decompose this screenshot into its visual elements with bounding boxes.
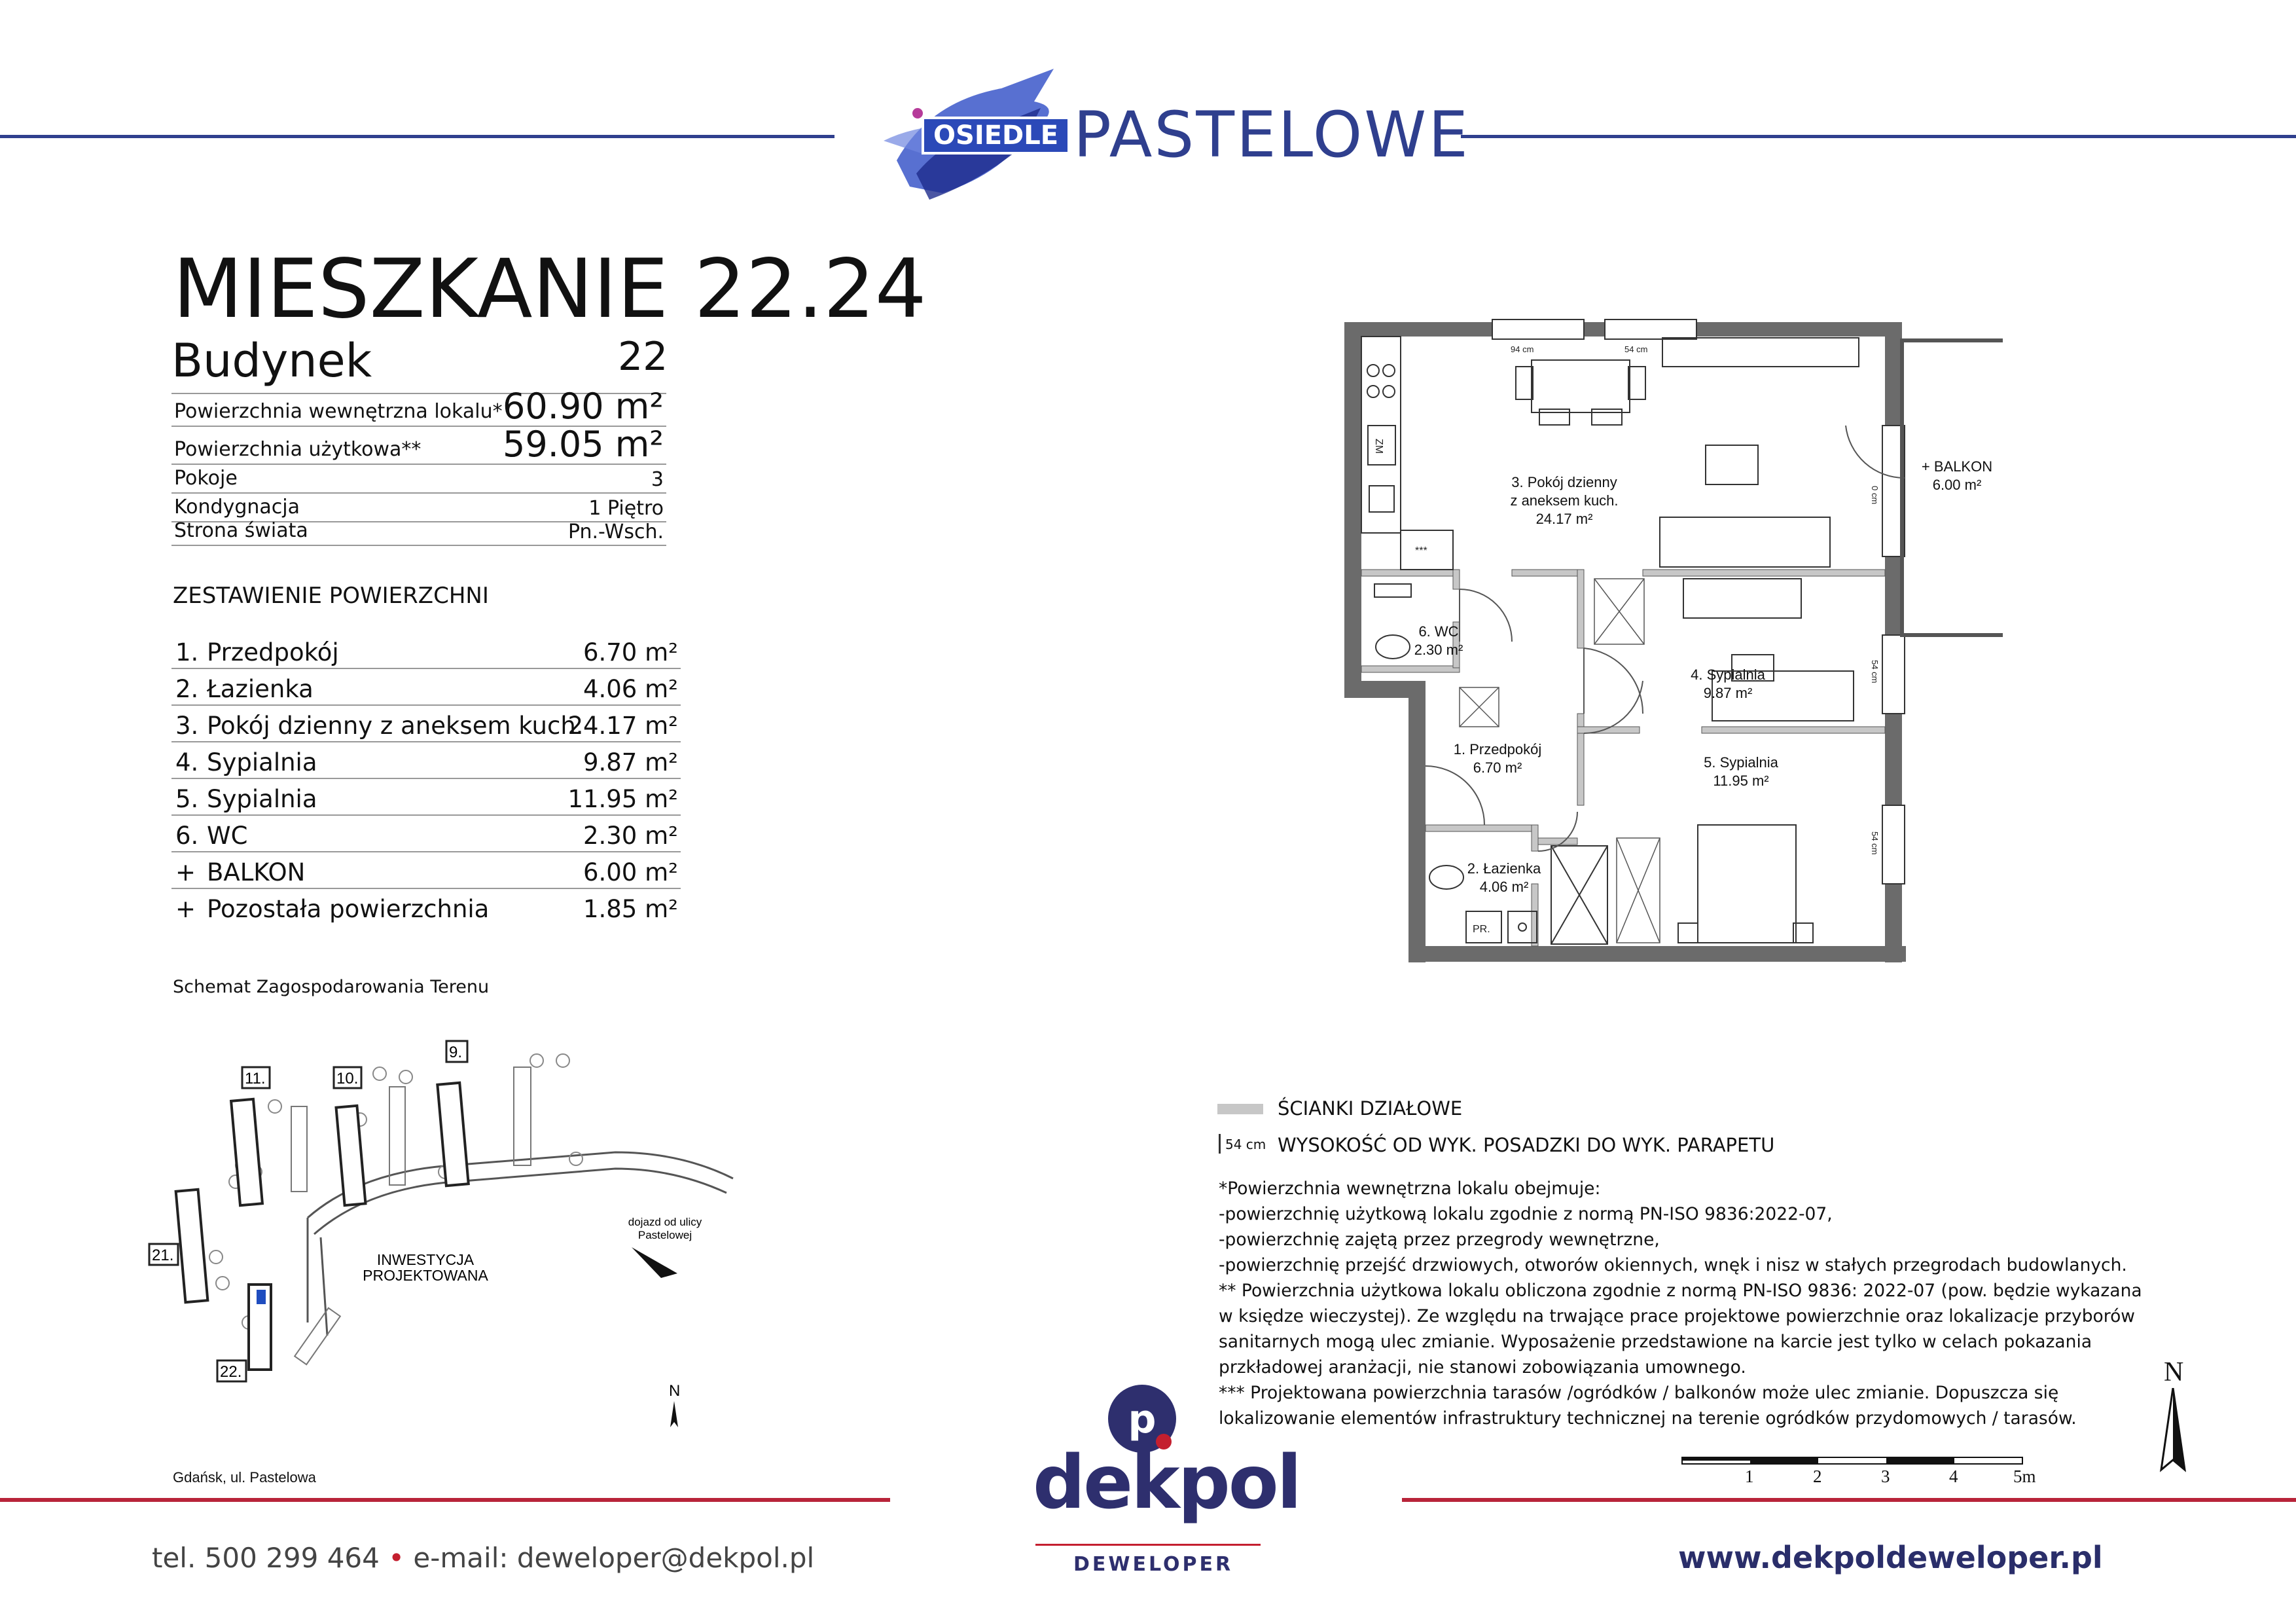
- site-access-label: dojazd od ulicy: [628, 1216, 702, 1228]
- area-row: [171, 670, 681, 706]
- detail-label: Powierzchnia wewnętrzna lokalu*: [174, 400, 503, 423]
- area-label: Łazienka: [207, 675, 314, 703]
- area-num: 6.: [175, 822, 199, 850]
- room-label: 2. Łazienka: [1467, 860, 1541, 877]
- storage-label: ***: [1415, 545, 1427, 556]
- area-num: 2.: [175, 675, 199, 703]
- area-label: Pokój dzienny z aneksem kuch.: [207, 712, 584, 740]
- contact-email[interactable]: e-mail: deweloper@dekpol.pl: [413, 1542, 815, 1574]
- area-num: +: [175, 895, 196, 923]
- company-underline: [1035, 1544, 1261, 1546]
- area-value: 4.06 m²: [583, 675, 678, 703]
- room-label: 6. WC: [1418, 623, 1459, 640]
- area-num: 1.: [175, 638, 199, 666]
- header-rule-right: [1461, 135, 2296, 138]
- room-area: 6.70 m²: [1473, 759, 1522, 776]
- sill-height-label: 0 cm: [1870, 486, 1880, 505]
- note-line: w księdze wieczystej). Ze względu na trwające prace projektowe powierzchnie oraz lokalizacje przyborów: [1219, 1306, 2135, 1326]
- building-value: 22: [618, 334, 668, 380]
- partition-legend-label: ŚCIANKI DZIAŁOWE: [1278, 1097, 1463, 1120]
- room-label: 1. Przedpokój: [1453, 741, 1542, 757]
- sill-legend-label: WYSOKOŚĆ OD WYK. POSADZKI DO WYK. PARAPETU: [1278, 1134, 1775, 1156]
- scale-tick-label: 4: [1949, 1467, 1958, 1486]
- website-link[interactable]: www.dekpoldeweloper.pl: [1678, 1540, 2103, 1575]
- area-value: 9.87 m²: [583, 748, 678, 776]
- room-label: z aneksem kuch.: [1510, 492, 1619, 509]
- sill-legend-marker: [1219, 1134, 1221, 1154]
- footer-rule-right: [1402, 1498, 2296, 1502]
- detail-row: [171, 494, 666, 522]
- note-line: *** Projektowana powierzchnia tarasów /ogródków / balkonów może ulec zmianie. Dopuszcza się: [1219, 1383, 2059, 1403]
- scale-tick-label: 5m: [2013, 1467, 2036, 1486]
- footer-rule-left: [0, 1498, 890, 1502]
- area-label: Pozostała powierzchnia: [207, 895, 490, 923]
- area-label: Sypialnia: [207, 785, 317, 813]
- area-num: +: [175, 858, 196, 886]
- fridge-label: ZM: [1373, 439, 1384, 454]
- area-value: 2.30 m²: [583, 822, 678, 850]
- detail-value: 59.05 m²: [502, 424, 664, 465]
- note-line: ** Powierzchnia użytkowa lokalu obliczona zgodnie z normą PN-ISO 9836: 2022-07 (pow. będzie wykazana: [1219, 1281, 2142, 1301]
- site-building-number: 10.: [336, 1070, 359, 1087]
- area-value: 6.00 m²: [583, 858, 678, 886]
- area-num: 5.: [175, 785, 199, 813]
- site-investment-label: INWESTYCJA: [376, 1251, 475, 1268]
- detail-value: 3: [651, 468, 664, 491]
- scale-tick-label: 1: [1745, 1467, 1754, 1486]
- contact-separator: •: [388, 1542, 405, 1574]
- detail-row: [171, 465, 666, 494]
- note-line: -powierzchnię zajętą przez przegrody wewnętrzne,: [1219, 1230, 1660, 1250]
- area-row: [171, 707, 681, 742]
- site-location: Gdańsk, ul. Pastelowa: [173, 1469, 316, 1486]
- scale-bar: [1676, 1455, 2042, 1468]
- site-access-label: Pastelowej: [637, 1229, 692, 1241]
- room-area: 24.17 m²: [1535, 511, 1593, 527]
- notes-block: [1219, 1176, 2142, 1431]
- area-label: WC: [207, 822, 248, 850]
- detail-label: Strona świata: [174, 519, 308, 542]
- area-label: Sypialnia: [207, 748, 317, 776]
- area-value: 24.17 m²: [567, 712, 678, 740]
- room-area: 4.06 m²: [1479, 879, 1529, 895]
- detail-value: 1 Piętro: [588, 497, 664, 520]
- site-building-number: 21.: [152, 1247, 174, 1264]
- svg-text:p: p: [1128, 1396, 1157, 1442]
- detail-label: Powierzchnia użytkowa**: [174, 438, 422, 461]
- site-plan-map: [144, 1021, 772, 1453]
- sill-height-label: 54 cm: [1624, 344, 1648, 354]
- header-rule-left: [0, 135, 834, 138]
- area-value: 6.70 m²: [583, 638, 678, 666]
- site-north-label: N: [669, 1382, 681, 1400]
- room-label: 4. Sypialnia: [1691, 666, 1765, 683]
- scale-tick-label: 3: [1881, 1467, 1890, 1486]
- site-building-number: 11.: [245, 1070, 266, 1087]
- company-subtitle: DEWELOPER: [1073, 1553, 1234, 1576]
- room-area: 11.95 m²: [1713, 773, 1769, 789]
- site-building-number: 9.: [449, 1044, 463, 1061]
- sill-legend-sample: 54 cm: [1225, 1137, 1266, 1152]
- detail-label: Pokoje: [174, 467, 238, 490]
- detail-value: Pn.-Wsch.: [567, 520, 664, 543]
- detail-row: [171, 519, 666, 546]
- detail-row: [171, 424, 666, 465]
- area-row: [171, 634, 681, 669]
- sill-height-label: 94 cm: [1511, 344, 1534, 354]
- building-label: Budynek: [171, 334, 372, 388]
- detail-label: Kondygnacja: [174, 496, 300, 519]
- floor-plan: [1335, 314, 2003, 969]
- sill-height-label: 54 cm: [1870, 831, 1880, 855]
- north-arrow-icon: [2153, 1388, 2193, 1473]
- site-north-arrow-icon: [670, 1401, 678, 1427]
- north-label: N: [2164, 1357, 2184, 1387]
- area-value: 11.95 m²: [567, 785, 678, 813]
- site-building-number: 22.: [220, 1363, 242, 1381]
- room-area: 9.87 m²: [1703, 685, 1753, 701]
- contact-phone[interactable]: tel. 500 299 464: [152, 1542, 380, 1574]
- site-plan-caption: Schemat Zagospodarowania Terenu: [173, 977, 490, 997]
- room-label: 5. Sypialnia: [1704, 754, 1778, 771]
- area-row: [171, 744, 681, 779]
- areas-title: ZESTAWIENIE POWIERZCHNI: [173, 583, 489, 609]
- area-num: 3.: [175, 712, 199, 740]
- sill-height-label: 54 cm: [1870, 660, 1880, 684]
- area-row: [171, 817, 681, 852]
- area-row: [171, 780, 681, 816]
- brand-name: PASTELOWE: [1073, 98, 1470, 172]
- site-access-arrow-icon: [632, 1247, 677, 1278]
- brand-badge: OSIEDLE: [922, 117, 1070, 155]
- room-area: 2.30 m²: [1414, 642, 1463, 658]
- area-num: 4.: [175, 748, 199, 776]
- note-line: -powierzchnię przejść drzwiowych, otworów okiennych, wnęk i nisz w stałych przegrodach budowlanych.: [1219, 1255, 2127, 1275]
- washer-label: PR.: [1473, 924, 1490, 935]
- note-line: lokalizowanie elementów infrastruktury technicznej na terenie ogródków przydomowych / tarasów.: [1219, 1408, 2077, 1429]
- note-line: przkładowej aranżacji, nie stanowi zobowiązania umownego.: [1219, 1357, 1746, 1377]
- area-label: Przedpokój: [207, 638, 339, 666]
- room-label: 3. Pokój dzienny: [1511, 474, 1617, 490]
- balcony-label: + BALKON: [1921, 458, 1993, 475]
- partition-legend-swatch: [1217, 1104, 1263, 1114]
- contact-line: [152, 1542, 814, 1574]
- note-line: *Powierzchnia wewnętrzna lokalu obejmuje:: [1219, 1178, 1601, 1199]
- company-name: dekpol: [1033, 1440, 1300, 1525]
- site-investment-label: PROJEKTOWANA: [363, 1267, 488, 1284]
- scale-tick-label: 2: [1813, 1467, 1822, 1486]
- area-label: BALKON: [207, 858, 306, 886]
- apartment-title: MIESZKANIE 22.24: [173, 242, 927, 337]
- detail-value: 60.90 m²: [502, 386, 664, 427]
- detail-row: [171, 386, 666, 427]
- note-line: -powierzchnię użytkową lokalu zgodnie z normą PN-ISO 9836:2022-07,: [1219, 1204, 1833, 1224]
- area-value: 1.85 m²: [583, 895, 678, 923]
- note-line: sanitarnych mogą ulec zmianie. Wyposażenie przedstawione na karcie jest tylko w celach pokazania: [1219, 1332, 2092, 1352]
- area-row: [171, 854, 681, 889]
- balcony-area: 6.00 m²: [1932, 477, 1982, 493]
- area-row: [171, 890, 681, 924]
